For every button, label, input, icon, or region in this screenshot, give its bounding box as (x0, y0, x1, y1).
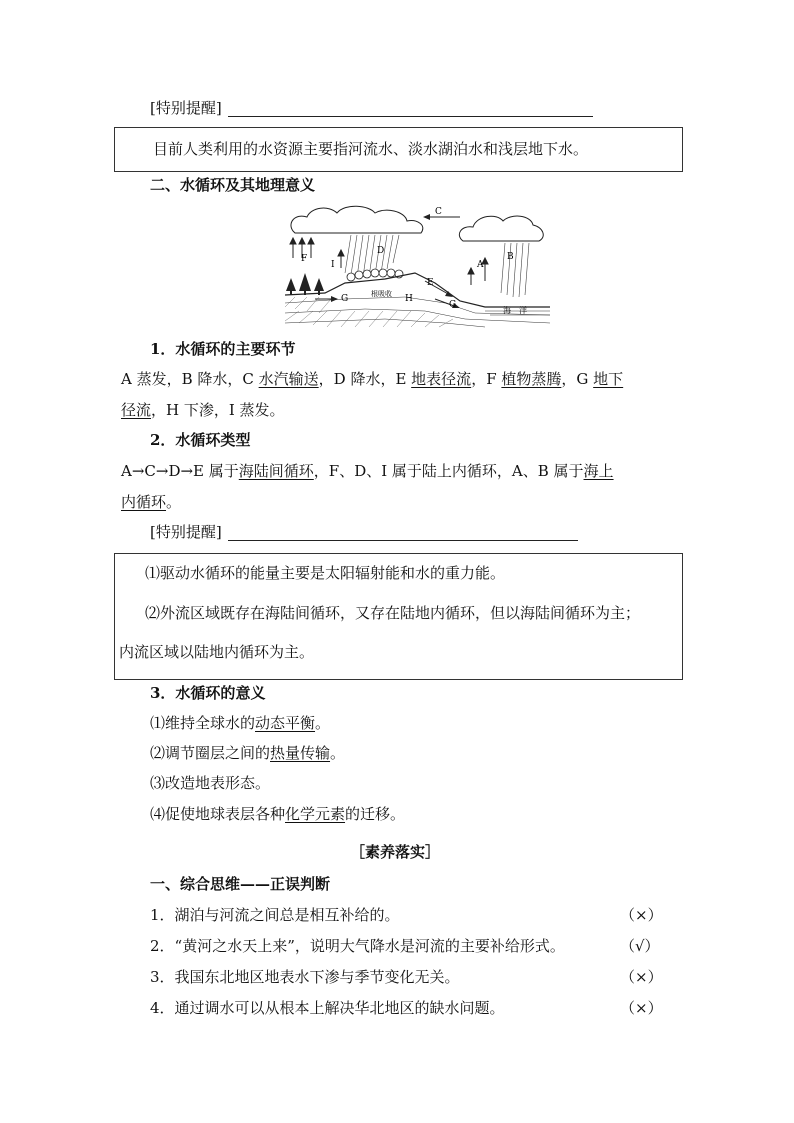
water-cycle-diagram (285, 203, 550, 328)
label-g2: G (449, 300, 457, 310)
label-d: D (377, 246, 385, 256)
note2-box (114, 553, 683, 680)
practice-item: 4．通过调水可以从根本上解决华北地区的缺水问题。 (150, 999, 505, 1017)
label-i: I (331, 260, 335, 270)
links-line2: 径流，H 下渗，I 蒸发。 (121, 401, 285, 419)
practice-item: 2．“黄河之水天上来”，说明大气降水是河流的主要补给形式。 (150, 937, 565, 955)
label-e: E (427, 278, 434, 288)
section2-title: 二、水循环及其地理意义 (150, 176, 316, 194)
links-title: 1．水循环的主要环节 (150, 340, 296, 358)
practice-item: 3．我国东北地区地表水下渗与季节变化无关。 (150, 968, 460, 986)
significance-item4: ⑷促使地球表层各种化学元素的迁移。 (150, 805, 406, 823)
significance-item3: ⑶改造地表形态。 (150, 774, 271, 792)
note2-header: [特别提醒] (150, 523, 222, 541)
practice-item: 1．湖泊与河流之间总是相互补给的。 (150, 906, 400, 924)
practice-mark: （×） (620, 906, 663, 924)
label-c: C (435, 207, 442, 217)
significance-item2: ⑵调节圈层之间的热量传输。 (150, 744, 346, 762)
label-sea: 海 洋 (503, 306, 527, 315)
note1-box (114, 127, 683, 172)
practice-mark: （×） (620, 968, 663, 986)
types-title: 2．水循环类型 (150, 431, 251, 449)
note2-item1: ⑴驱动水循环的能量主要是太阳辐射能和水的重力能。 (145, 564, 506, 582)
significance-item1: ⑴维持全球水的动态平衡。 (150, 714, 331, 732)
note1-text: 目前人类利用的水资源主要指河流水、淡水湖泊水和浅层地下水。 (153, 140, 589, 158)
note2-rule (228, 540, 578, 541)
types-line2: 内循环。 (121, 493, 182, 511)
label-h: H (405, 294, 413, 304)
label-a: A (477, 260, 484, 270)
practice-mark: （√） (620, 937, 660, 955)
note2-item2: ⑵外流区域既存在海陆间循环，又存在陆地内循环，但以海陆间循环为主； (145, 604, 641, 622)
label-b: B (507, 252, 514, 262)
links-line1: A 蒸发，B 降水，C 水汽输送，D 降水，E 地表径流，F 植物蒸腾，G 地下 (121, 370, 624, 388)
practice-header: ［素养落实］ (350, 843, 441, 861)
label-root: 根吸收 (371, 290, 392, 298)
practice-title: 一、综合思维——正误判断 (150, 875, 331, 893)
note1-rule (228, 116, 593, 117)
significance-title: 3．水循环的意义 (150, 684, 266, 702)
practice-mark: （×） (620, 999, 663, 1017)
label-f: F (301, 254, 308, 264)
types-line1: A→C→D→E 属于海陆间循环，F、D、I 属于陆上内循环，A、B 属于海上 (121, 462, 614, 480)
note1-header: [特别提醒] (150, 99, 222, 117)
label-g1: G (341, 294, 349, 304)
note2-item3: 内流区域以陆地内循环为主。 (119, 643, 315, 661)
